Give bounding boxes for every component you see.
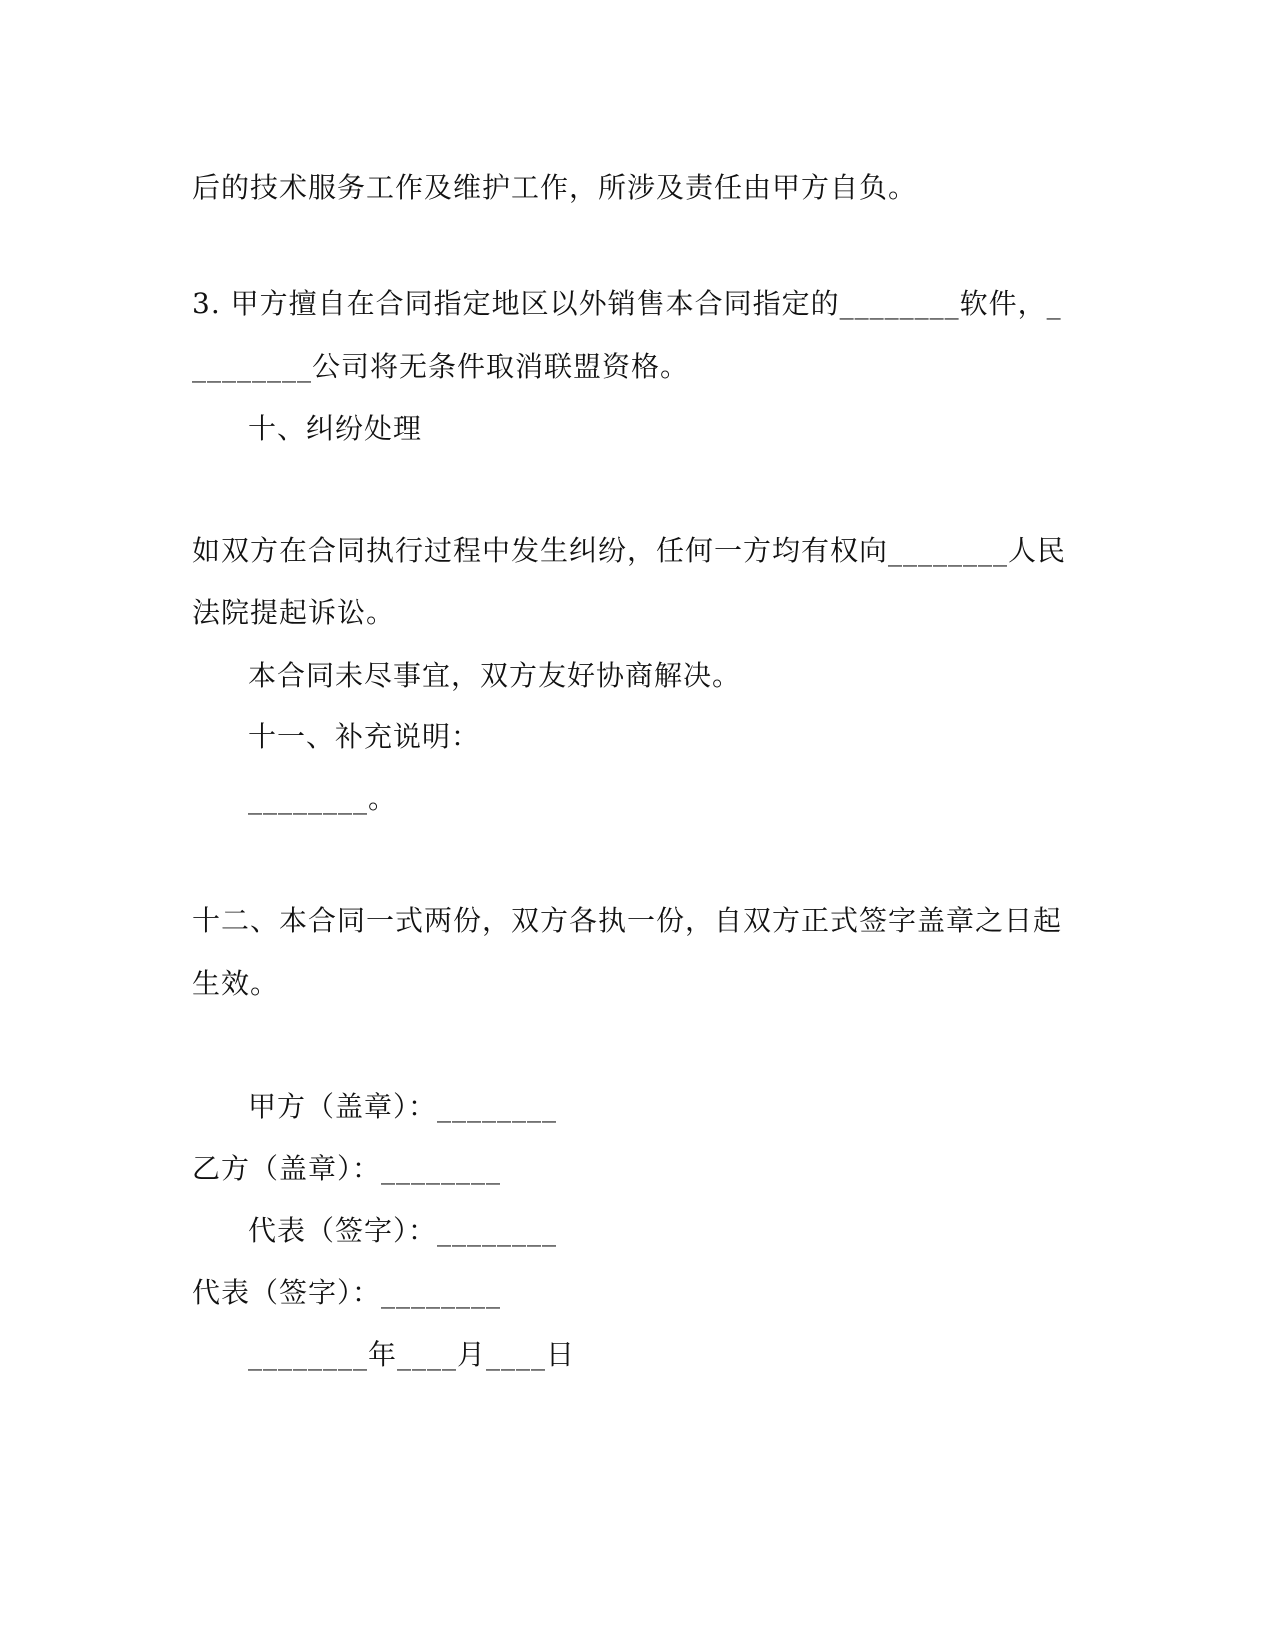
paragraph-technical-service: 后的技术服务工作及维护工作，所涉及责任由甲方自负。	[192, 171, 918, 204]
section-12-line-1: 十二、本合同一式两份，双方各执一份，自双方正式签字盖章之日起	[192, 904, 1063, 937]
supplement-blank: ________。	[248, 782, 398, 815]
representative-b-signature-line: 代表（签字）：________	[192, 1276, 502, 1309]
party-b-seal-line: 乙方（盖章）：________	[192, 1152, 502, 1185]
unresolved-matters-paragraph: 本合同未尽事宜，双方友好协商解决。	[248, 659, 742, 692]
party-a-seal-line: 甲方（盖章）：________	[248, 1090, 558, 1123]
section-heading-supplement: 十一、补充说明：	[248, 720, 481, 753]
section-12-line-2: 生效。	[192, 967, 280, 1000]
dispute-paragraph-line-2: 法院提起诉讼。	[192, 596, 396, 629]
date-line: ________年____月____日	[248, 1338, 576, 1371]
dispute-paragraph-line-1: 如双方在合同执行过程中发生纠纷，任何一方均有权向________人民	[192, 534, 1067, 567]
clause-3-line-1: 3. 甲方擅自在合同指定地区以外销售本合同指定的________软件，_	[192, 287, 1062, 320]
representative-a-signature-line: 代表（签字）：________	[248, 1214, 558, 1247]
section-heading-dispute: 十、纠纷处理	[248, 412, 423, 445]
clause-3-line-2: ________公司将无条件取消联盟资格。	[192, 350, 690, 383]
